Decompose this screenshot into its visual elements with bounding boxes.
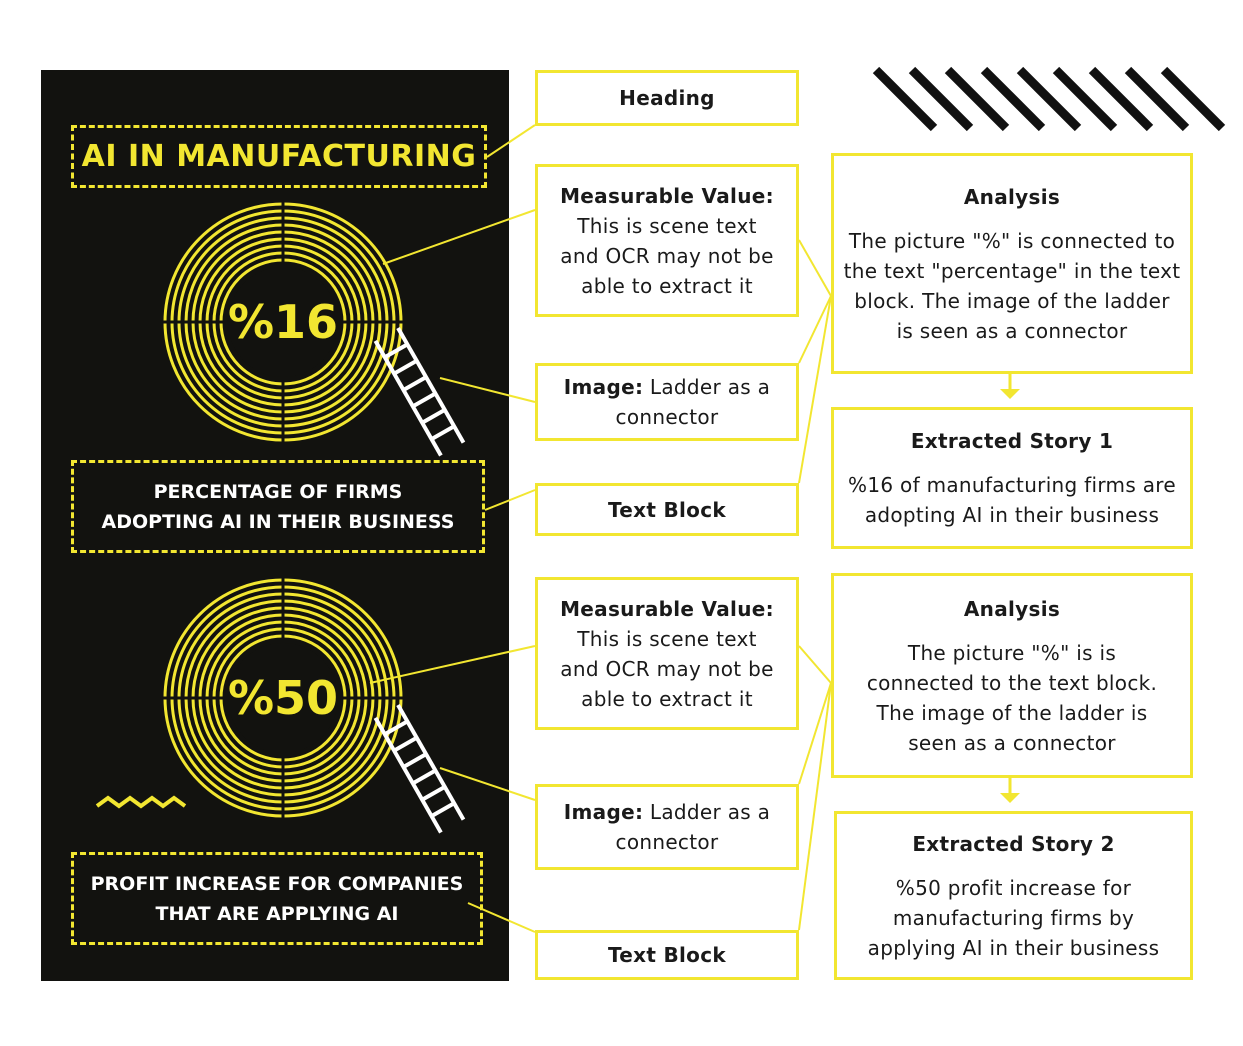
analysis-line: seen as a connector <box>908 730 1116 755</box>
measurable-value: %50 <box>227 671 339 725</box>
connector-line <box>799 240 831 296</box>
ladder-icon-rung <box>432 803 455 816</box>
analysis-line: the text "percentage" in the text <box>843 258 1181 283</box>
stat-text-block-2 <box>71 852 483 945</box>
ladder-icon-rung <box>422 787 445 800</box>
connector-line <box>440 768 535 800</box>
infographic-heading <box>71 125 487 188</box>
label-image-1 <box>535 363 799 441</box>
story-box-2 <box>834 811 1193 980</box>
story-line: %16 of manufacturing firms are <box>848 473 1176 497</box>
story-line: %50 profit increase for <box>895 875 1132 900</box>
measurable-value: %16 <box>227 295 339 349</box>
arrow-head-icon <box>1000 793 1020 803</box>
label-text: Text Block <box>608 943 726 967</box>
label-line: and OCR may not be <box>560 243 774 268</box>
connector-line <box>487 125 535 157</box>
connector-line <box>799 683 831 930</box>
ladder-icon-rung <box>413 770 436 783</box>
label-title: Measurable Value: <box>560 596 774 621</box>
story-line: manufacturing firms by <box>892 905 1135 930</box>
analysis-line: The picture "%" is is <box>907 640 1117 665</box>
label-heading <box>535 70 799 126</box>
label-measurable-1 <box>535 164 799 317</box>
label-image-2 <box>535 784 799 870</box>
label-line: connector <box>615 405 719 429</box>
connector-line <box>440 378 535 402</box>
label-text-block-1 <box>535 483 799 536</box>
connector-line <box>383 210 535 264</box>
label-text-block-2 <box>535 930 799 980</box>
story-title: Extracted Story 2 <box>912 831 1115 856</box>
stat-text-line: ADOPTING AI IN THEIR BUSINESS <box>101 510 455 533</box>
label-line: Image: Ladder as a <box>563 375 771 399</box>
analysis-title: Analysis <box>963 184 1061 209</box>
arrow-head-icon <box>1000 389 1020 399</box>
story-box-1 <box>831 407 1193 549</box>
analysis-box-1 <box>831 153 1193 374</box>
ladder-icon-rung <box>413 393 436 406</box>
ladder-icon-rung <box>432 426 455 439</box>
label-text: Heading <box>619 86 715 110</box>
label-line: able to extract it <box>581 273 753 298</box>
stat-text-line: PERCENTAGE OF FIRMS <box>153 480 403 503</box>
ladder-icon-rung <box>403 754 426 767</box>
ladder-icon-rung <box>394 738 417 751</box>
analysis-line: is seen as a connector <box>896 318 1128 343</box>
ladder-icon-rung <box>403 377 426 390</box>
label-text: Text Block <box>608 497 726 522</box>
label-line: and OCR may not be <box>560 656 774 681</box>
ladder-icon-rung <box>394 361 417 374</box>
story-line: adopting AI in their business <box>864 503 1160 527</box>
connector-line <box>799 646 831 683</box>
label-line: able to extract it <box>581 686 753 711</box>
zigzag-decoration <box>97 798 185 806</box>
analysis-line: The image of the ladder is <box>876 700 1148 725</box>
analysis-box-2 <box>831 573 1193 778</box>
story-line: applying AI in their business <box>867 935 1160 960</box>
connector-line <box>485 490 535 510</box>
analysis-line: The picture "%" is connected to <box>848 228 1176 253</box>
label-line: This is scene text <box>577 626 757 651</box>
label-line: connector <box>615 830 719 854</box>
analysis-title: Analysis <box>963 596 1061 621</box>
heading-text: AI IN MANUFACTURING <box>81 139 477 174</box>
story-title: Extracted Story 1 <box>910 429 1114 453</box>
stat-text-line: PROFIT INCREASE FOR COMPANIES <box>90 872 464 895</box>
label-line: Image: Ladder as a <box>563 800 771 824</box>
analysis-line: connected to the text block. <box>866 670 1158 695</box>
label-measurable-2 <box>535 577 799 730</box>
stat-text-line: THAT ARE APPLYING AI <box>155 902 399 925</box>
connector-line <box>799 683 831 784</box>
label-title: Measurable Value: <box>560 183 774 208</box>
label-line: This is scene text <box>577 213 757 238</box>
ladder-icon-rung <box>422 410 445 423</box>
connector-line <box>799 296 831 483</box>
analysis-line: block. The image of the ladder <box>854 288 1170 313</box>
stat-text-block-1 <box>71 460 485 553</box>
